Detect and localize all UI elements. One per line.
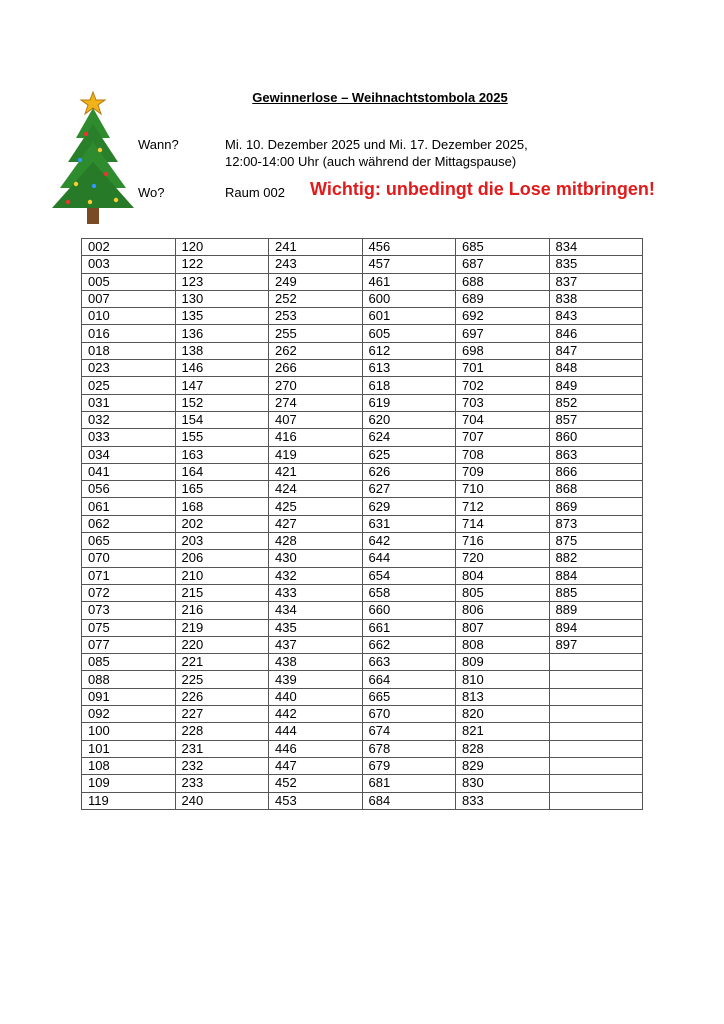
table-cell: 424	[269, 481, 363, 498]
table-cell: 679	[362, 757, 456, 774]
table-cell: 433	[269, 584, 363, 601]
table-cell: 618	[362, 377, 456, 394]
table-row	[82, 377, 643, 394]
table-cell: 601	[362, 308, 456, 325]
table-cell: 270	[269, 377, 363, 394]
table-cell: 838	[549, 290, 643, 307]
table-cell: 440	[269, 688, 363, 705]
table-body	[82, 239, 643, 810]
table-cell: 135	[175, 308, 269, 325]
table-cell: 206	[175, 550, 269, 567]
table-cell: 419	[269, 446, 363, 463]
table-row	[82, 308, 643, 325]
table-cell: 232	[175, 757, 269, 774]
table-cell: 873	[549, 515, 643, 532]
table-cell: 136	[175, 325, 269, 342]
table-cell: 687	[456, 256, 550, 273]
table-cell	[549, 757, 643, 774]
table-cell: 897	[549, 636, 643, 653]
table-cell: 266	[269, 360, 363, 377]
table-cell: 119	[82, 792, 176, 809]
table-cell: 123	[175, 273, 269, 290]
table-cell: 041	[82, 463, 176, 480]
table-cell: 005	[82, 273, 176, 290]
table-cell: 835	[549, 256, 643, 273]
table-row	[82, 446, 643, 463]
important-notice: Wichtig: unbedingt die Lose mitbringen!	[310, 179, 655, 199]
table-cell	[549, 706, 643, 723]
table-cell: 018	[82, 342, 176, 359]
table-cell: 662	[362, 636, 456, 653]
table-cell: 227	[175, 706, 269, 723]
table-cell: 805	[456, 584, 550, 601]
table-cell: 016	[82, 325, 176, 342]
table-cell: 002	[82, 239, 176, 256]
table-cell: 847	[549, 342, 643, 359]
table-row	[82, 619, 643, 636]
table-cell: 435	[269, 619, 363, 636]
table-cell: 857	[549, 411, 643, 428]
table-cell: 624	[362, 429, 456, 446]
table-cell: 163	[175, 446, 269, 463]
table-cell: 678	[362, 740, 456, 757]
table-cell: 138	[175, 342, 269, 359]
winner-numbers-table	[81, 238, 643, 810]
table-cell: 146	[175, 360, 269, 377]
table-row	[82, 723, 643, 740]
table-cell: 023	[82, 360, 176, 377]
table-row	[82, 757, 643, 774]
table-cell: 147	[175, 377, 269, 394]
table-cell: 644	[362, 550, 456, 567]
table-cell: 025	[82, 377, 176, 394]
table-cell: 860	[549, 429, 643, 446]
table-cell: 848	[549, 360, 643, 377]
table-cell: 821	[456, 723, 550, 740]
table-cell: 221	[175, 654, 269, 671]
table-cell: 088	[82, 671, 176, 688]
table-cell: 249	[269, 273, 363, 290]
table-cell: 168	[175, 498, 269, 515]
table-cell: 889	[549, 602, 643, 619]
table-cell: 416	[269, 429, 363, 446]
table-cell: 629	[362, 498, 456, 515]
table-cell: 642	[362, 533, 456, 550]
table-cell: 430	[269, 550, 363, 567]
table-cell: 243	[269, 256, 363, 273]
table-cell: 075	[82, 619, 176, 636]
where-value: Raum 002	[225, 185, 285, 200]
table-cell: 684	[362, 792, 456, 809]
table-cell	[549, 688, 643, 705]
table-cell: 664	[362, 671, 456, 688]
table-cell: 806	[456, 602, 550, 619]
table-cell: 407	[269, 411, 363, 428]
table-cell: 882	[549, 550, 643, 567]
when-label: Wann?	[138, 137, 179, 152]
table-cell: 073	[82, 602, 176, 619]
table-cell: 210	[175, 567, 269, 584]
table-row	[82, 602, 643, 619]
table-cell: 437	[269, 636, 363, 653]
table-row	[82, 256, 643, 273]
table-cell: 863	[549, 446, 643, 463]
table-cell: 155	[175, 429, 269, 446]
table-cell: 100	[82, 723, 176, 740]
table-cell: 868	[549, 481, 643, 498]
table-row	[82, 792, 643, 809]
table-cell: 442	[269, 706, 363, 723]
table-cell: 101	[82, 740, 176, 757]
table-cell: 663	[362, 654, 456, 671]
table-row	[82, 706, 643, 723]
table-cell: 427	[269, 515, 363, 532]
table-cell: 120	[175, 239, 269, 256]
table-cell: 688	[456, 273, 550, 290]
christmas-tree-icon	[50, 90, 136, 230]
table-cell: 432	[269, 567, 363, 584]
table-cell: 070	[82, 550, 176, 567]
table-cell: 704	[456, 411, 550, 428]
table-row	[82, 550, 643, 567]
table-cell: 003	[82, 256, 176, 273]
table-cell: 807	[456, 619, 550, 636]
table-row	[82, 360, 643, 377]
table-cell: 219	[175, 619, 269, 636]
table-row	[82, 671, 643, 688]
table-cell: 109	[82, 775, 176, 792]
table-cell: 849	[549, 377, 643, 394]
table-cell: 252	[269, 290, 363, 307]
table-cell: 085	[82, 654, 176, 671]
table-cell: 670	[362, 706, 456, 723]
table-cell: 215	[175, 584, 269, 601]
table-row	[82, 325, 643, 342]
table-cell: 702	[456, 377, 550, 394]
table-cell: 685	[456, 239, 550, 256]
table-cell: 152	[175, 394, 269, 411]
table-cell: 062	[82, 515, 176, 532]
table-cell: 164	[175, 463, 269, 480]
table-cell: 714	[456, 515, 550, 532]
table-cell: 701	[456, 360, 550, 377]
table-cell: 092	[82, 706, 176, 723]
table-row	[82, 239, 643, 256]
table-cell: 692	[456, 308, 550, 325]
table-cell: 241	[269, 239, 363, 256]
table-cell: 461	[362, 273, 456, 290]
table-cell: 703	[456, 394, 550, 411]
table-cell: 216	[175, 602, 269, 619]
table-cell: 220	[175, 636, 269, 653]
table-cell: 709	[456, 463, 550, 480]
table-cell: 661	[362, 619, 456, 636]
table-row	[82, 481, 643, 498]
table-cell	[549, 775, 643, 792]
table-cell: 710	[456, 481, 550, 498]
table-cell: 439	[269, 671, 363, 688]
table-cell: 130	[175, 290, 269, 307]
table-cell: 061	[82, 498, 176, 515]
table-cell: 225	[175, 671, 269, 688]
table-cell: 253	[269, 308, 363, 325]
table-row	[82, 498, 643, 515]
table-cell: 056	[82, 481, 176, 498]
table-cell: 697	[456, 325, 550, 342]
table-row	[82, 394, 643, 411]
table-cell	[549, 723, 643, 740]
table-cell: 820	[456, 706, 550, 723]
table-cell: 031	[82, 394, 176, 411]
table-cell: 203	[175, 533, 269, 550]
table-cell: 804	[456, 567, 550, 584]
table-cell: 631	[362, 515, 456, 532]
table-cell: 165	[175, 481, 269, 498]
table-cell: 444	[269, 723, 363, 740]
table-row	[82, 584, 643, 601]
table-cell: 233	[175, 775, 269, 792]
table-row	[82, 775, 643, 792]
table-cell: 708	[456, 446, 550, 463]
table-cell: 885	[549, 584, 643, 601]
table-cell: 154	[175, 411, 269, 428]
table-cell: 875	[549, 533, 643, 550]
table-cell	[549, 740, 643, 757]
table-cell: 625	[362, 446, 456, 463]
table-cell: 689	[456, 290, 550, 307]
table-cell: 620	[362, 411, 456, 428]
page-title: Gewinnerlose – Weihnachtstombola 2025	[252, 90, 508, 105]
table-cell: 619	[362, 394, 456, 411]
table-cell: 852	[549, 394, 643, 411]
table-cell: 813	[456, 688, 550, 705]
table-cell: 605	[362, 325, 456, 342]
table-row	[82, 654, 643, 671]
table-cell: 808	[456, 636, 550, 653]
table-cell: 843	[549, 308, 643, 325]
table-row	[82, 533, 643, 550]
table-cell: 065	[82, 533, 176, 550]
table-cell: 720	[456, 550, 550, 567]
table-cell: 866	[549, 463, 643, 480]
table-row	[82, 290, 643, 307]
table-cell	[549, 792, 643, 809]
table-cell: 262	[269, 342, 363, 359]
table-cell: 255	[269, 325, 363, 342]
table-row	[82, 636, 643, 653]
table-cell: 600	[362, 290, 456, 307]
table-cell: 452	[269, 775, 363, 792]
table-cell: 846	[549, 325, 643, 342]
table-cell: 869	[549, 498, 643, 515]
table-cell: 830	[456, 775, 550, 792]
table-cell: 810	[456, 671, 550, 688]
table-cell: 425	[269, 498, 363, 515]
table-cell: 428	[269, 533, 363, 550]
where-label: Wo?	[138, 185, 165, 200]
table-cell: 033	[82, 429, 176, 446]
table-cell	[549, 671, 643, 688]
table-cell: 707	[456, 429, 550, 446]
table-cell: 660	[362, 602, 456, 619]
table-cell: 626	[362, 463, 456, 480]
table-cell: 240	[175, 792, 269, 809]
table-cell: 231	[175, 740, 269, 757]
table-row	[82, 342, 643, 359]
table-cell: 457	[362, 256, 456, 273]
table-row	[82, 515, 643, 532]
table-cell: 274	[269, 394, 363, 411]
table-cell: 834	[549, 239, 643, 256]
table-cell: 712	[456, 498, 550, 515]
table-cell: 681	[362, 775, 456, 792]
table-cell: 698	[456, 342, 550, 359]
table-cell: 010	[82, 308, 176, 325]
table-row	[82, 273, 643, 290]
when-value-line1: Mi. 10. Dezember 2025 und Mi. 17. Dezember 2025,	[225, 137, 528, 152]
table-cell: 032	[82, 411, 176, 428]
table-cell: 829	[456, 757, 550, 774]
table-cell: 228	[175, 723, 269, 740]
table-cell: 122	[175, 256, 269, 273]
table-row	[82, 688, 643, 705]
table-cell: 658	[362, 584, 456, 601]
table-cell: 884	[549, 567, 643, 584]
table-cell	[549, 654, 643, 671]
table-cell: 613	[362, 360, 456, 377]
table-cell: 202	[175, 515, 269, 532]
table-cell: 453	[269, 792, 363, 809]
table-cell: 446	[269, 740, 363, 757]
table-cell: 071	[82, 567, 176, 584]
table-row	[82, 567, 643, 584]
table-cell: 421	[269, 463, 363, 480]
table-cell: 447	[269, 757, 363, 774]
table-cell: 612	[362, 342, 456, 359]
table-row	[82, 463, 643, 480]
table-cell: 007	[82, 290, 176, 307]
table-cell: 091	[82, 688, 176, 705]
table-cell: 438	[269, 654, 363, 671]
table-cell: 809	[456, 654, 550, 671]
table-row	[82, 740, 643, 757]
table-cell: 894	[549, 619, 643, 636]
table-cell: 654	[362, 567, 456, 584]
table-cell: 833	[456, 792, 550, 809]
table-cell: 716	[456, 533, 550, 550]
table-row	[82, 429, 643, 446]
table-cell: 665	[362, 688, 456, 705]
table-cell: 108	[82, 757, 176, 774]
table-cell: 837	[549, 273, 643, 290]
table-cell: 434	[269, 602, 363, 619]
table-cell: 456	[362, 239, 456, 256]
table-cell: 226	[175, 688, 269, 705]
table-cell: 077	[82, 636, 176, 653]
table-cell: 828	[456, 740, 550, 757]
table-row	[82, 411, 643, 428]
table-cell: 627	[362, 481, 456, 498]
when-value-line2: 12:00-14:00 Uhr (auch während der Mittagspause)	[225, 154, 517, 169]
table-cell: 034	[82, 446, 176, 463]
table-cell: 674	[362, 723, 456, 740]
table-cell: 072	[82, 584, 176, 601]
